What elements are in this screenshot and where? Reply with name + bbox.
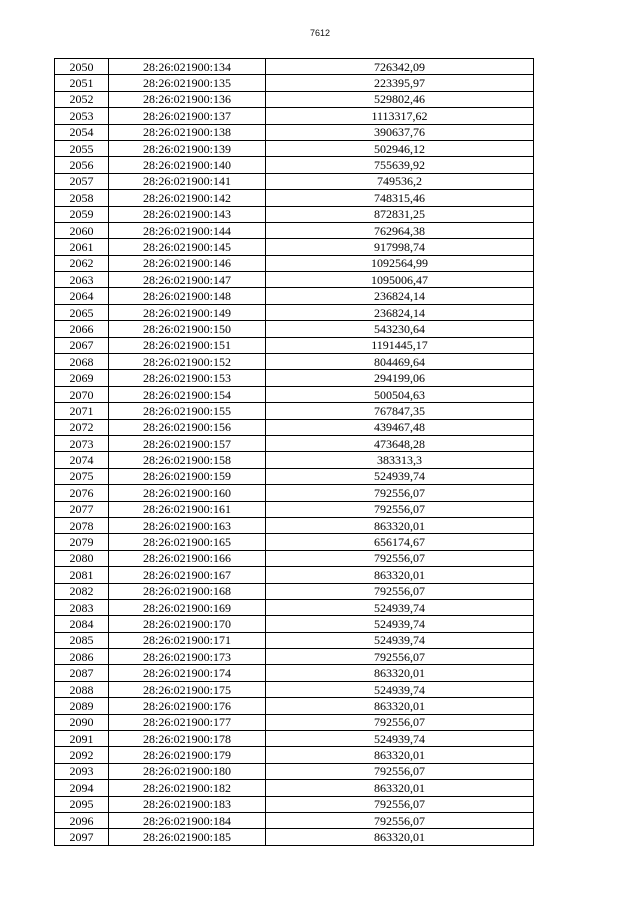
table-row [55,485,534,501]
cadastral-number: 28:26:021900:169 [109,599,266,615]
row-number: 2055 [55,140,109,156]
cadastral-number: 28:26:021900:147 [109,272,266,288]
page-number: 7612 [309,28,331,38]
cadastral-value: 863320,01 [266,665,534,681]
cadastral-number: 28:26:021900:161 [109,501,266,517]
table-row [55,681,534,697]
table-row [55,534,534,550]
table-row [55,124,534,140]
row-number: 2057 [55,173,109,189]
cadastral-number: 28:26:021900:142 [109,190,266,206]
table-row [55,255,534,271]
cadastral-number: 28:26:021900:151 [109,337,266,353]
cadastral-value: 524939,74 [266,616,534,632]
row-number: 2069 [55,370,109,386]
row-number: 2073 [55,435,109,451]
table-row [55,747,534,763]
row-number: 2082 [55,583,109,599]
cadastral-value: 863320,01 [266,698,534,714]
table-row [55,665,534,681]
table-row [55,780,534,796]
row-number: 2071 [55,403,109,419]
cadastral-number: 28:26:021900:155 [109,403,266,419]
row-number: 2092 [55,747,109,763]
row-number: 2080 [55,550,109,566]
cadastral-number: 28:26:021900:158 [109,452,266,468]
cadastral-number: 28:26:021900:176 [109,698,266,714]
cadastral-value: 792556,07 [266,812,534,828]
table-row [55,140,534,156]
table-row [55,288,534,304]
row-number: 2052 [55,91,109,107]
table-row [55,354,534,370]
table-row [55,337,534,353]
row-number: 2075 [55,468,109,484]
cadastral-value: 792556,07 [266,714,534,730]
table-row [55,272,534,288]
table-body [55,59,534,846]
cadastral-value: 1095006,47 [266,272,534,288]
table-row [55,222,534,238]
cadastral-number: 28:26:021900:160 [109,485,266,501]
row-number: 2068 [55,354,109,370]
cadastral-value: 390637,76 [266,124,534,140]
cadastral-value: 524939,74 [266,731,534,747]
cadastral-number: 28:26:021900:180 [109,763,266,779]
cadastral-number: 28:26:021900:136 [109,91,266,107]
cadastral-number: 28:26:021900:168 [109,583,266,599]
row-number: 2076 [55,485,109,501]
row-number: 2097 [55,829,109,845]
cadastral-number: 28:26:021900:182 [109,780,266,796]
cadastral-value: 223395,97 [266,75,534,91]
cadastral-number: 28:26:021900:157 [109,435,266,451]
cadastral-value: 872831,25 [266,206,534,222]
table-row [55,829,534,845]
cadastral-value: 863320,01 [266,747,534,763]
cadastral-value: 863320,01 [266,829,534,845]
row-number: 2078 [55,517,109,533]
cadastral-value: 543230,64 [266,321,534,337]
cadastral-number: 28:26:021900:153 [109,370,266,386]
cadastral-number: 28:26:021900:139 [109,140,266,156]
cadastral-number: 28:26:021900:184 [109,812,266,828]
cadastral-value-table [54,58,534,846]
row-number: 2059 [55,206,109,222]
row-number: 2060 [55,222,109,238]
cadastral-value: 524939,74 [266,599,534,615]
table-row [55,452,534,468]
row-number: 2089 [55,698,109,714]
table-row [55,386,534,402]
cadastral-number: 28:26:021900:166 [109,550,266,566]
row-number: 2084 [55,616,109,632]
row-number: 2061 [55,239,109,255]
cadastral-value: 792556,07 [266,796,534,812]
cadastral-number: 28:26:021900:175 [109,681,266,697]
cadastral-number: 28:26:021900:144 [109,222,266,238]
table-row [55,239,534,255]
cadastral-number: 28:26:021900:185 [109,829,266,845]
cadastral-value: 792556,07 [266,649,534,665]
cadastral-number: 28:26:021900:165 [109,534,266,550]
row-number: 2090 [55,714,109,730]
table-row [55,517,534,533]
cadastral-number: 28:26:021900:150 [109,321,266,337]
table-row [55,321,534,337]
row-number: 2063 [55,272,109,288]
cadastral-number: 28:26:021900:177 [109,714,266,730]
cadastral-value: 726342,09 [266,59,534,75]
cadastral-value: 439467,48 [266,419,534,435]
cadastral-number: 28:26:021900:183 [109,796,266,812]
cadastral-value: 1092564,99 [266,255,534,271]
cadastral-number: 28:26:021900:173 [109,649,266,665]
row-number: 2050 [55,59,109,75]
cadastral-value: 792556,07 [266,501,534,517]
cadastral-number: 28:26:021900:141 [109,173,266,189]
row-number: 2074 [55,452,109,468]
cadastral-number: 28:26:021900:163 [109,517,266,533]
row-number: 2058 [55,190,109,206]
table-row [55,419,534,435]
table-row [55,812,534,828]
cadastral-value: 755639,92 [266,157,534,173]
table-row [55,550,534,566]
row-number: 2072 [55,419,109,435]
row-number: 2077 [55,501,109,517]
table-row [55,59,534,75]
cadastral-number: 28:26:021900:145 [109,239,266,255]
cadastral-value: 524939,74 [266,468,534,484]
cadastral-value: 524939,74 [266,632,534,648]
cadastral-number: 28:26:021900:135 [109,75,266,91]
table-row [55,403,534,419]
cadastral-number: 28:26:021900:178 [109,731,266,747]
cadastral-value: 863320,01 [266,517,534,533]
cadastral-number: 28:26:021900:148 [109,288,266,304]
table-row [55,468,534,484]
row-number: 2067 [55,337,109,353]
table-row [55,190,534,206]
table-row [55,632,534,648]
cadastral-value: 473648,28 [266,435,534,451]
cadastral-value: 294199,06 [266,370,534,386]
row-number: 2091 [55,731,109,747]
row-number: 2086 [55,649,109,665]
row-number: 2094 [55,780,109,796]
row-number: 2087 [55,665,109,681]
table-row [55,75,534,91]
row-number: 2051 [55,75,109,91]
row-number: 2093 [55,763,109,779]
row-number: 2085 [55,632,109,648]
cadastral-value: 1113317,62 [266,108,534,124]
cadastral-value: 529802,46 [266,91,534,107]
table-row [55,501,534,517]
cadastral-value: 524939,74 [266,681,534,697]
cadastral-number: 28:26:021900:156 [109,419,266,435]
row-number: 2070 [55,386,109,402]
cadastral-value: 500504,63 [266,386,534,402]
table-row [55,567,534,583]
cadastral-value: 792556,07 [266,583,534,599]
cadastral-number: 28:26:021900:171 [109,632,266,648]
row-number: 2096 [55,812,109,828]
table-row [55,157,534,173]
row-number: 2054 [55,124,109,140]
table-row [55,206,534,222]
table-row [55,599,534,615]
cadastral-value: 748315,46 [266,190,534,206]
row-number: 2064 [55,288,109,304]
cadastral-value: 917998,74 [266,239,534,255]
cadastral-value: 863320,01 [266,567,534,583]
cadastral-number: 28:26:021900:143 [109,206,266,222]
cadastral-number: 28:26:021900:154 [109,386,266,402]
cadastral-number: 28:26:021900:146 [109,255,266,271]
table-row [55,714,534,730]
table-row [55,698,534,714]
table-row [55,91,534,107]
row-number: 2062 [55,255,109,271]
cadastral-number: 28:26:021900:137 [109,108,266,124]
cadastral-value: 762964,38 [266,222,534,238]
cadastral-number: 28:26:021900:152 [109,354,266,370]
table-row [55,796,534,812]
row-number: 2053 [55,108,109,124]
row-number: 2065 [55,304,109,320]
table-row [55,108,534,124]
row-number: 2095 [55,796,109,812]
row-number: 2056 [55,157,109,173]
cadastral-number: 28:26:021900:140 [109,157,266,173]
cadastral-number: 28:26:021900:167 [109,567,266,583]
table-row [55,763,534,779]
table-row [55,731,534,747]
cadastral-value: 656174,67 [266,534,534,550]
cadastral-number: 28:26:021900:174 [109,665,266,681]
row-number: 2066 [55,321,109,337]
table-row [55,435,534,451]
row-number: 2081 [55,567,109,583]
cadastral-value: 792556,07 [266,763,534,779]
cadastral-value: 236824,14 [266,304,534,320]
cadastral-number: 28:26:021900:179 [109,747,266,763]
table-row [55,173,534,189]
cadastral-value: 749536,2 [266,173,534,189]
row-number: 2083 [55,599,109,615]
cadastral-value: 792556,07 [266,550,534,566]
table-row [55,616,534,632]
table-row [55,583,534,599]
cadastral-value: 767847,35 [266,403,534,419]
table-row [55,370,534,386]
cadastral-number: 28:26:021900:159 [109,468,266,484]
row-number: 2088 [55,681,109,697]
cadastral-number: 28:26:021900:138 [109,124,266,140]
cadastral-value: 792556,07 [266,485,534,501]
row-number: 2079 [55,534,109,550]
cadastral-value: 236824,14 [266,288,534,304]
table-row [55,649,534,665]
cadastral-value: 1191445,17 [266,337,534,353]
cadastral-number: 28:26:021900:170 [109,616,266,632]
cadastral-number: 28:26:021900:149 [109,304,266,320]
cadastral-value: 502946,12 [266,140,534,156]
table-row [55,304,534,320]
cadastral-number: 28:26:021900:134 [109,59,266,75]
cadastral-value: 804469,64 [266,354,534,370]
cadastral-value: 383313,3 [266,452,534,468]
cadastral-value: 863320,01 [266,780,534,796]
